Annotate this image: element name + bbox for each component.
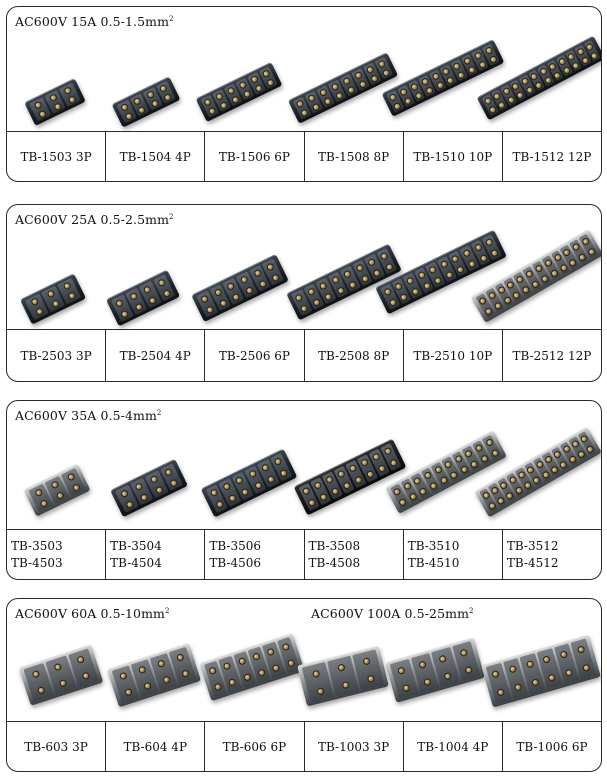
model-label: TB-1508 8P: [305, 132, 404, 181]
spec-title: [15, 408, 161, 423]
model-label-line: TB-3504: [110, 538, 162, 553]
model-label-row: [7, 131, 601, 181]
model-label: [404, 530, 503, 579]
model-label: TB-606 6P: [205, 722, 304, 771]
product-image-tb-3508: [294, 439, 407, 516]
spec-title: [15, 606, 170, 621]
model-label: TB-1504 4P: [106, 132, 205, 181]
model-label: TB-1004 4P: [404, 722, 503, 771]
spec-text: AC600V 15A 0.5-1.5mm: [15, 14, 170, 29]
model-label: TB-2508 8P: [305, 330, 404, 381]
model-label-line: TB-4506: [209, 555, 261, 570]
spec-title: [15, 14, 174, 29]
product-image-tb-606: [199, 633, 305, 701]
model-label-line: TB-4503: [11, 555, 63, 570]
product-image-tb-1003: [297, 645, 389, 706]
product-image-tb-1506: [196, 62, 283, 122]
model-label-line: TB-3506: [209, 538, 261, 553]
product-image-tb-1503: [24, 78, 86, 126]
model-label: [106, 530, 205, 579]
model-label: [205, 530, 304, 579]
model-label: TB-2504 4P: [106, 330, 205, 381]
model-label: TB-2510 10P: [404, 330, 503, 381]
model-label-row: [7, 721, 601, 771]
model-label: TB-2503 3P: [7, 330, 106, 381]
model-label: TB-2512 12P: [512, 348, 592, 363]
model-label: TB-2506 6P: [205, 330, 304, 381]
model-label-line: TB-3503: [11, 538, 63, 553]
model-label-line: TB-3510: [407, 538, 460, 553]
product-image-tb-1006: [481, 634, 601, 707]
spec-panel-15a: [6, 6, 602, 182]
spec-superscript: 2: [169, 14, 174, 23]
model-label: [305, 530, 404, 579]
model-label-line: TB-4504: [110, 555, 162, 570]
product-image-tb-3504: [110, 459, 188, 518]
model-label: TB-604 4P: [106, 722, 205, 771]
spec-superscript: 2: [156, 408, 162, 417]
product-image-tb-2503: [20, 273, 86, 324]
model-label-line: TB-3508: [308, 538, 361, 553]
spec-superscript: 2: [169, 212, 174, 221]
model-label: TB-1003 3P: [305, 722, 404, 771]
product-image-tb-1508: [288, 52, 398, 124]
spec-superscript: 2: [469, 606, 474, 615]
product-image-tb-3506: [201, 448, 298, 517]
model-label: TB-603 3P: [7, 722, 106, 771]
model-label-line: TB-4512: [506, 555, 559, 570]
model-label-line: TB-4510: [407, 555, 460, 570]
product-image-tb-1004: [385, 637, 485, 703]
model-label-line: TB-3512: [506, 538, 559, 553]
model-label-row: [7, 329, 601, 381]
model-label: TB-1512 12P: [512, 149, 592, 164]
product-image-tb-1504: [112, 76, 181, 127]
spec-panel-60a-100a: [6, 598, 602, 772]
model-label: [7, 530, 106, 579]
spec-title: [15, 212, 174, 227]
spec-panel-25a: [6, 204, 602, 382]
model-label-line: TB-4508: [308, 555, 361, 570]
model-label: [503, 530, 601, 579]
spec-superscript: 2: [164, 606, 170, 615]
spec-panel-35a: [6, 400, 602, 580]
spec-title-secondary: [311, 606, 474, 621]
spec-text: AC600V 35A 0.5-4mm: [15, 408, 157, 423]
model-label: TB-1506 6P: [205, 132, 304, 181]
model-label: TB-1503 3P: [7, 132, 106, 181]
product-image-tb-2504: [106, 270, 180, 327]
product-image-tb-604: [107, 643, 201, 708]
product-image-tb-2506: [191, 254, 289, 322]
product-image-tb-603: [19, 644, 104, 706]
model-label: TB-1510 10P: [404, 132, 503, 181]
spec-text: AC600V 60A 0.5-10mm: [15, 606, 165, 621]
spec-text: AC600V 25A 0.5-2.5mm: [15, 212, 170, 227]
model-label-row: [7, 529, 601, 579]
product-image-tb-3503: [23, 463, 90, 516]
spec-text: AC600V 100A 0.5-25mm: [311, 606, 470, 621]
model-label: TB-1006 6P: [516, 739, 588, 754]
